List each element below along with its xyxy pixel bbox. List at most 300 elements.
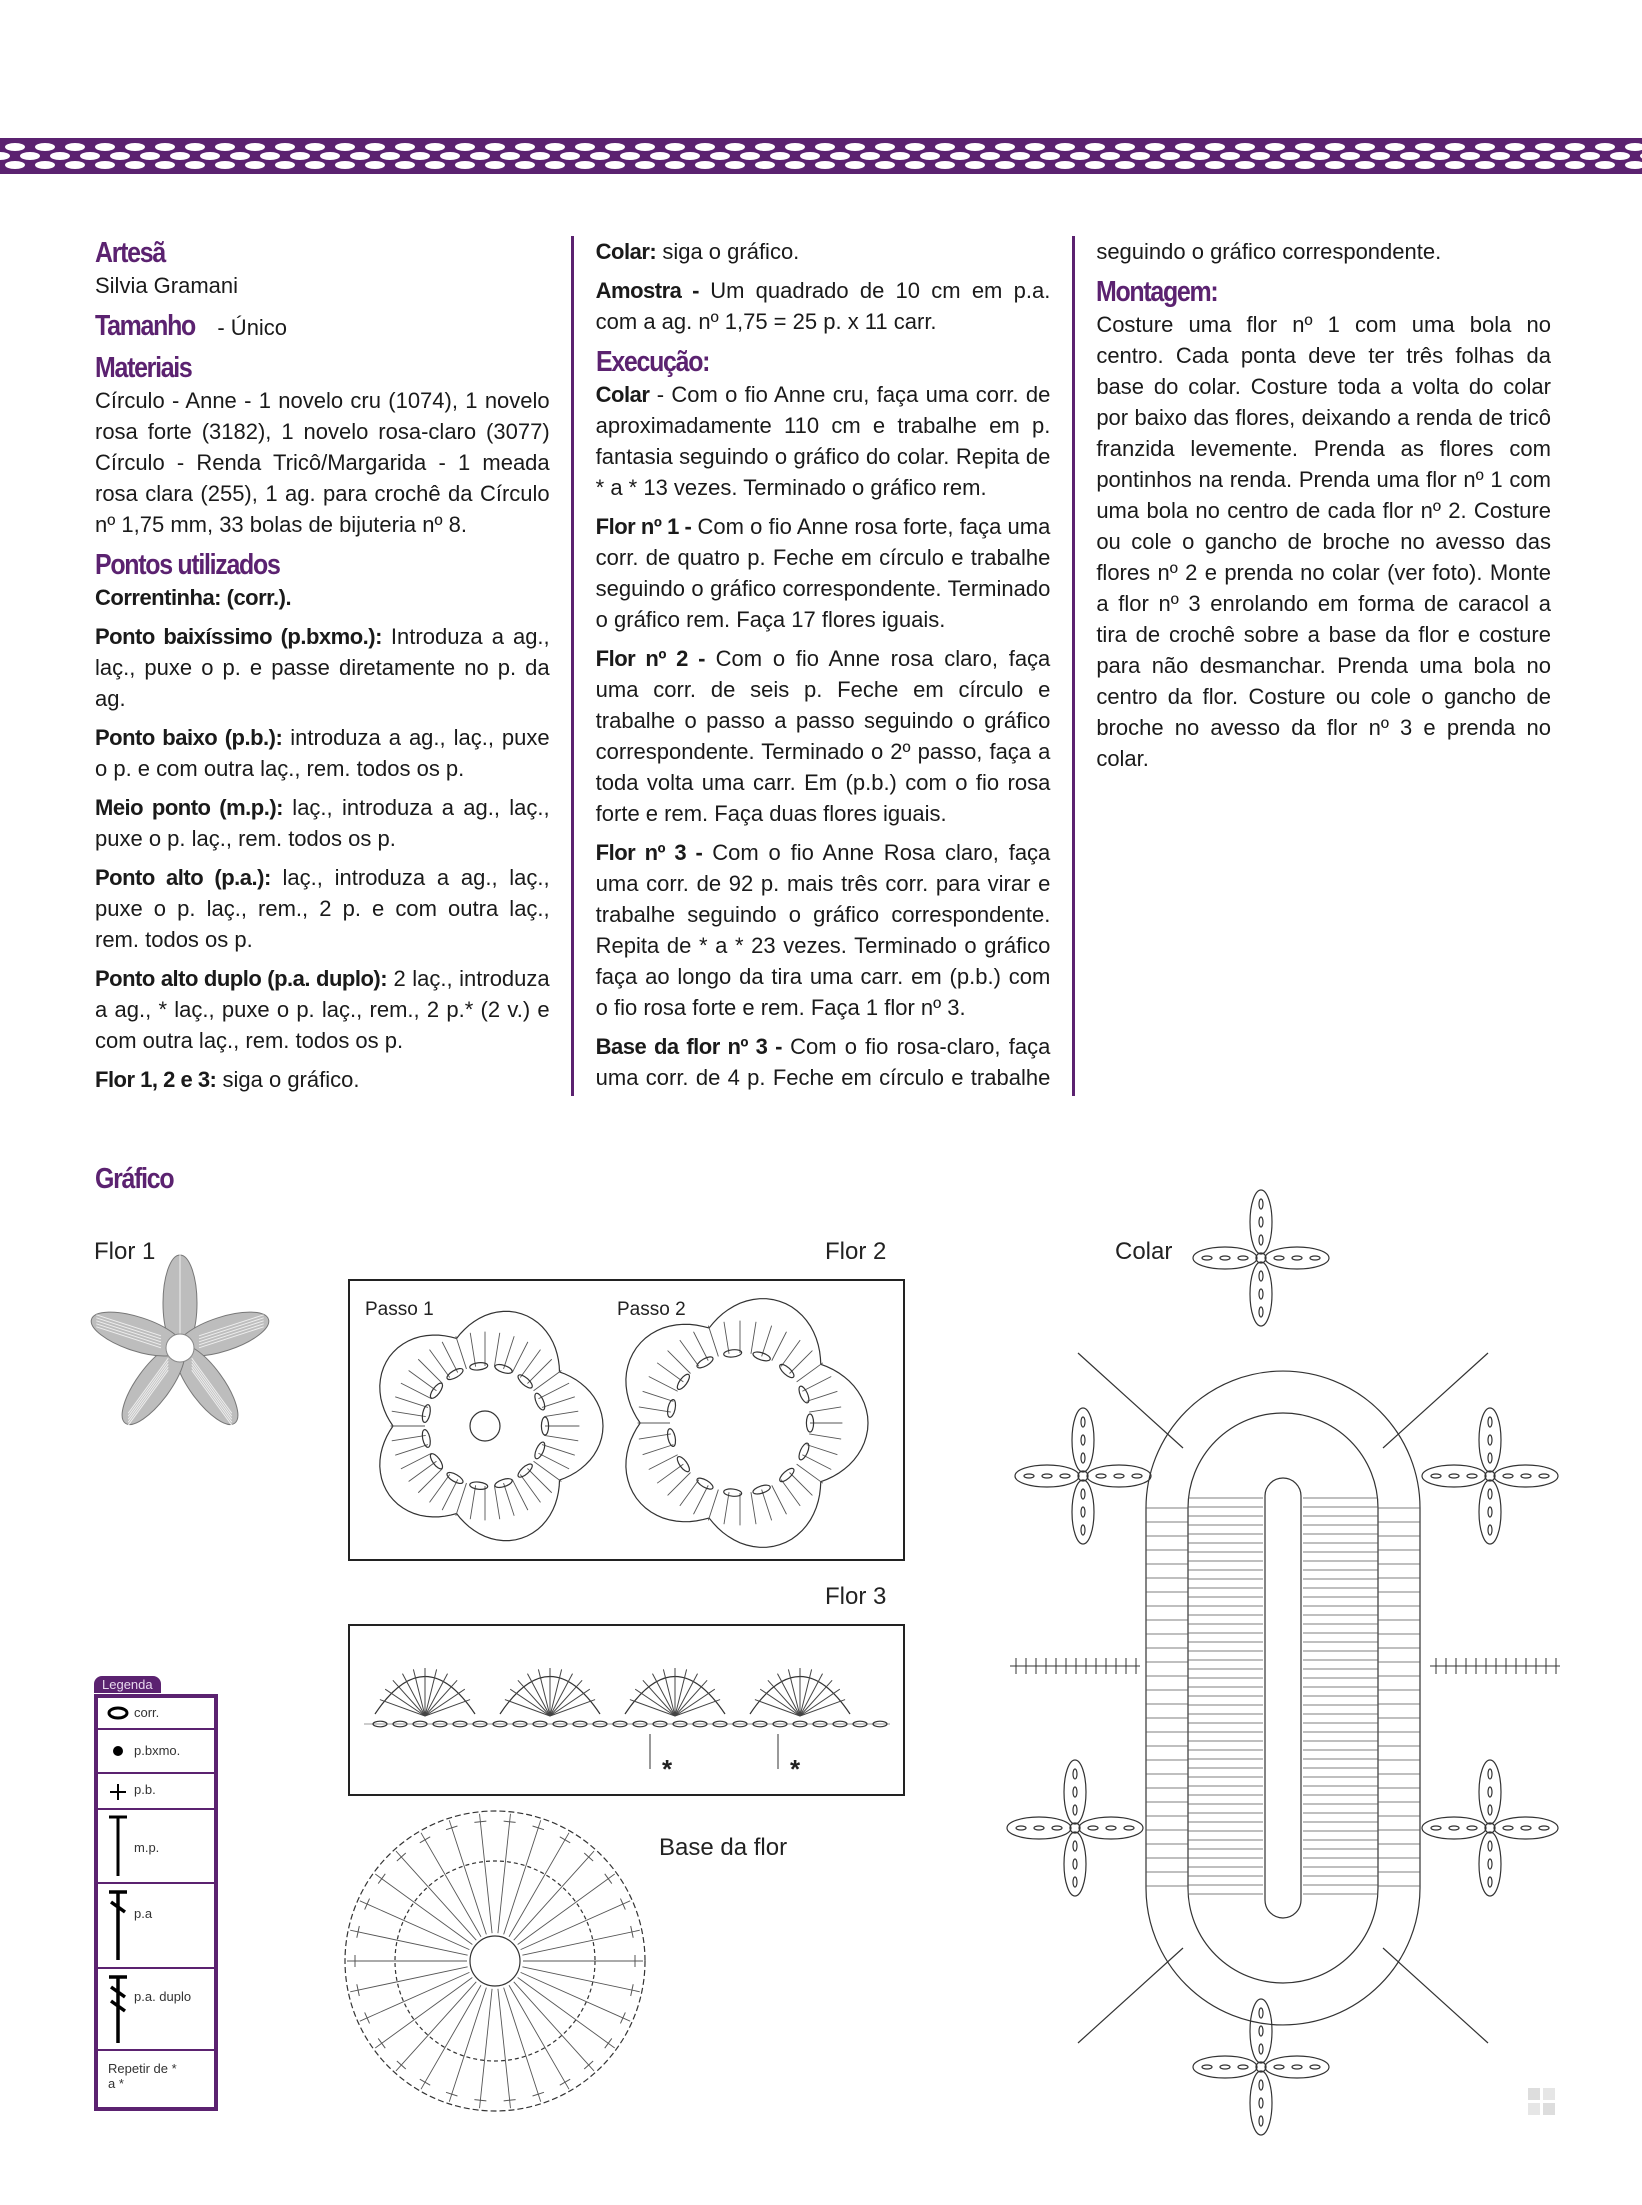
chain-stitch bbox=[1259, 1199, 1263, 1209]
chain-stitch bbox=[1081, 1417, 1085, 1427]
treble-crochet-icon bbox=[106, 1973, 130, 2045]
heading-execucao: Execução: bbox=[595, 346, 709, 378]
spoke-tick bbox=[378, 1874, 385, 1884]
chain-stitch bbox=[1292, 2065, 1302, 2069]
band-hole bbox=[545, 161, 565, 169]
band-hole bbox=[1145, 143, 1165, 151]
band-hole bbox=[575, 143, 595, 151]
band-hole bbox=[1055, 143, 1075, 151]
spoke bbox=[518, 1977, 615, 2048]
stitch-line bbox=[538, 1453, 569, 1469]
chain-stitch-icon bbox=[106, 1706, 130, 1720]
band-hole bbox=[710, 152, 730, 160]
band-hole bbox=[935, 143, 955, 151]
spoke-tick bbox=[620, 2012, 625, 2023]
band-hole bbox=[1310, 152, 1330, 160]
spoke-tick bbox=[365, 1899, 370, 1910]
colar-mid bbox=[1188, 1413, 1378, 1983]
chain-stitch bbox=[723, 1349, 742, 1358]
chain-stitch bbox=[1073, 1859, 1077, 1869]
band-hole bbox=[1070, 152, 1090, 160]
legend-row-pa-duplo: p.a. duplo bbox=[98, 1969, 214, 2051]
band-hole bbox=[1535, 143, 1555, 151]
band-hole bbox=[5, 161, 25, 169]
chain-stitch bbox=[1016, 1826, 1026, 1830]
stitch-line bbox=[781, 1480, 800, 1506]
chain-stitch bbox=[1073, 1877, 1077, 1887]
band-hole bbox=[665, 161, 685, 169]
spoke bbox=[375, 1977, 472, 2048]
stitch-line bbox=[639, 1407, 671, 1412]
chain-stitch bbox=[533, 1441, 547, 1460]
chain-stitch bbox=[1488, 1525, 1492, 1535]
flor1-label: Flor 1 bbox=[94, 1238, 156, 1265]
band-hole bbox=[950, 152, 970, 160]
band-hole bbox=[1520, 152, 1540, 160]
spoke-tick bbox=[378, 2038, 385, 2048]
band-hole bbox=[800, 152, 820, 160]
chain-stitch bbox=[1132, 1474, 1142, 1478]
chain-stitch bbox=[1274, 2065, 1284, 2069]
band-hole bbox=[515, 161, 535, 169]
chain-stitch bbox=[1488, 1489, 1492, 1499]
band-hole bbox=[50, 152, 70, 160]
legend-row-corr: corr. bbox=[98, 1698, 214, 1730]
band-hole bbox=[1325, 161, 1345, 169]
spoke bbox=[521, 1972, 631, 2021]
stitch-line bbox=[772, 1485, 787, 1514]
chain-stitch bbox=[778, 1362, 796, 1379]
single-crochet-icon bbox=[106, 1780, 130, 1804]
ponto-item: Ponto alto duplo (p.a. duplo): 2 laç., introduza a ag., * laç., puxe o p. laç., rem., 2 p.* (2 v.) e com outra laç., rem. todos os p. bbox=[95, 966, 550, 1053]
band-hole bbox=[500, 152, 520, 160]
stitch-line bbox=[797, 1363, 823, 1382]
flor3-label: Flor 3 bbox=[825, 1583, 887, 1610]
stitch-line bbox=[751, 1492, 756, 1524]
repeat-asterisk: * bbox=[662, 1754, 673, 1784]
band-hole bbox=[80, 152, 100, 160]
band-hole bbox=[455, 161, 475, 169]
spoke-tick bbox=[474, 1821, 486, 1822]
legend-row-pa: p.a bbox=[98, 1884, 214, 1969]
stitch-line bbox=[680, 1480, 699, 1506]
chain-stitch bbox=[1202, 2065, 1212, 2069]
chain-stitch bbox=[445, 1470, 464, 1485]
band-hole bbox=[1160, 152, 1180, 160]
chain-stitch bbox=[1114, 1474, 1124, 1478]
band-hole bbox=[785, 143, 805, 151]
spoke bbox=[480, 1989, 493, 2108]
chain-stitch bbox=[1431, 1826, 1441, 1830]
chain-stitch bbox=[1503, 1826, 1513, 1830]
chain-stitch bbox=[1042, 1474, 1052, 1478]
band-hole bbox=[365, 161, 385, 169]
chain-stitch bbox=[1539, 1826, 1549, 1830]
spoke bbox=[522, 1930, 639, 1955]
chain-stitch bbox=[1467, 1826, 1477, 1830]
band-hole bbox=[1415, 161, 1435, 169]
chain-stitch bbox=[1292, 1256, 1302, 1260]
stitch-line bbox=[708, 1490, 718, 1521]
band-hole bbox=[1565, 161, 1585, 169]
band-hole bbox=[95, 161, 115, 169]
band-hole bbox=[1235, 143, 1255, 151]
spoke bbox=[396, 1851, 476, 1940]
chain-stitch bbox=[533, 1392, 547, 1411]
band-hole bbox=[335, 143, 355, 151]
band-hole bbox=[1220, 152, 1240, 160]
band-hole bbox=[1115, 143, 1135, 151]
band-hole bbox=[890, 152, 910, 160]
band-hole bbox=[395, 161, 415, 169]
band-hole bbox=[215, 143, 235, 151]
chain-stitch bbox=[1488, 1435, 1492, 1445]
execucao-item: Flor nº 3 - Com o fio Anne Rosa claro, faça uma corr. de 92 p. mais três corr. para virar e trabalhe seguindo o gráfico correspondente. Repita de * a * 23 vezes. Terminado o gráfico faça ao longo da tira uma carr. em (p.b.) com o fio rosa forte e rem. Faça 1 flor nº 3. bbox=[595, 840, 1051, 1020]
chain-stitch bbox=[1467, 1474, 1477, 1478]
band-hole bbox=[605, 143, 625, 151]
stitch-line bbox=[538, 1383, 569, 1399]
ponto-item: Correntinha: (corr.). bbox=[95, 585, 292, 610]
band-hole bbox=[20, 152, 40, 160]
stitch-line bbox=[504, 1336, 515, 1369]
tamanho-value: - Único bbox=[211, 315, 288, 340]
chain-stitch bbox=[778, 1466, 796, 1483]
double-crochet-icon bbox=[106, 1888, 130, 1962]
chain-stitch bbox=[1259, 1271, 1263, 1281]
band-hole bbox=[545, 143, 565, 151]
band-hole bbox=[845, 143, 865, 151]
band-hole bbox=[1085, 143, 1105, 151]
spoke-tick bbox=[560, 1837, 570, 1843]
chain-stitch bbox=[469, 1362, 488, 1371]
band-hole bbox=[845, 161, 865, 169]
chain-stitch bbox=[1073, 1805, 1077, 1815]
chain-stitch bbox=[1081, 1507, 1085, 1517]
spoke-tick bbox=[504, 1821, 516, 1822]
chain-stitch bbox=[1488, 1453, 1492, 1463]
flor2-label: Flor 2 bbox=[825, 1238, 887, 1265]
legend-row-pb: p.b. bbox=[98, 1774, 214, 1810]
stitch-line bbox=[680, 1340, 699, 1366]
chain-stitch bbox=[428, 1452, 444, 1471]
band-hole bbox=[965, 161, 985, 169]
stitch-line bbox=[694, 1485, 709, 1514]
band-hole bbox=[1055, 161, 1075, 169]
chain-stitch bbox=[1259, 2008, 1263, 2018]
band-hole bbox=[155, 143, 175, 151]
stitch-line bbox=[395, 1445, 428, 1456]
band-hole bbox=[1190, 152, 1210, 160]
stitch-line bbox=[809, 1407, 841, 1412]
flor3-chart-box bbox=[348, 1624, 905, 1796]
band-hole bbox=[1205, 143, 1225, 151]
band-hole bbox=[1415, 143, 1435, 151]
half-double-crochet-icon bbox=[106, 1814, 130, 1878]
colar-outer bbox=[1146, 1371, 1420, 2025]
band-hole bbox=[620, 152, 640, 160]
page-corner-mark-icon bbox=[1528, 2088, 1558, 2118]
stitch-line bbox=[781, 1340, 800, 1366]
chain-stitch bbox=[1238, 2065, 1248, 2069]
band-hole bbox=[35, 161, 55, 169]
ring bbox=[470, 1411, 500, 1441]
chain-stitch bbox=[1449, 1474, 1459, 1478]
execucao-item: Base da flor nº 3 - Com o fio rosa-claro, faça uma corr. de 4 p. Feche em círculo e trabalhe seguindo o gráfico correspondente. bbox=[595, 239, 1442, 1090]
band-hole bbox=[770, 152, 790, 160]
spoke-tick bbox=[605, 2038, 612, 2048]
band-hole bbox=[65, 161, 85, 169]
band-hole bbox=[170, 152, 190, 160]
band-hole bbox=[560, 152, 580, 160]
band-hole bbox=[785, 161, 805, 169]
spoke bbox=[521, 1901, 631, 1950]
band-hole bbox=[1145, 161, 1165, 169]
chain-stitch bbox=[1034, 1826, 1044, 1830]
stitch-line bbox=[708, 1326, 718, 1357]
stitch-line bbox=[649, 1455, 678, 1470]
slip-stitch-icon bbox=[106, 1744, 130, 1758]
flor2-diagram bbox=[350, 1281, 903, 1559]
band-hole bbox=[1475, 143, 1495, 151]
chain-stitch bbox=[695, 1355, 714, 1370]
chain-stitch bbox=[1488, 1417, 1492, 1427]
chain-stitch bbox=[1259, 1307, 1263, 1317]
band-hole bbox=[305, 143, 325, 151]
spoke bbox=[522, 1967, 639, 1992]
colar-ray bbox=[1078, 1948, 1183, 2043]
center-ring bbox=[470, 1936, 520, 1986]
spoke bbox=[360, 1972, 470, 2021]
spoke bbox=[480, 1814, 493, 1933]
stitch-line bbox=[504, 1483, 515, 1516]
band-hole bbox=[1475, 161, 1495, 169]
stitch-line bbox=[401, 1453, 432, 1469]
spoke bbox=[350, 1967, 467, 1992]
band-hole bbox=[395, 143, 415, 151]
stitch-line bbox=[542, 1445, 575, 1456]
band-hole bbox=[635, 161, 655, 169]
stitch-line bbox=[456, 1483, 467, 1516]
artesa-name: Silvia Gramani bbox=[95, 273, 239, 298]
band-hole bbox=[1295, 161, 1315, 169]
band-hole bbox=[1280, 152, 1300, 160]
passo2-label: Passo 2 bbox=[617, 1299, 686, 1320]
chain-stitch bbox=[1081, 1525, 1085, 1535]
spoke bbox=[498, 1989, 511, 2108]
band-hole bbox=[530, 152, 550, 160]
stitch-line bbox=[544, 1435, 578, 1440]
chain-stitch bbox=[1539, 1474, 1549, 1478]
stitch-line bbox=[392, 1411, 426, 1416]
band-hole bbox=[1040, 152, 1060, 160]
band-hole bbox=[830, 152, 850, 160]
spoke-tick bbox=[504, 2100, 516, 2101]
stitch-line bbox=[668, 1351, 691, 1374]
band-hole bbox=[1205, 161, 1225, 169]
band-hole bbox=[1175, 143, 1195, 151]
band-hole bbox=[1595, 143, 1615, 151]
band-hole bbox=[110, 152, 130, 160]
chain-stitch bbox=[1106, 1826, 1116, 1830]
band-hole bbox=[1550, 152, 1570, 160]
stitch-line bbox=[442, 1479, 458, 1510]
spoke bbox=[360, 1901, 470, 1950]
band-hole bbox=[290, 152, 310, 160]
colar-center bbox=[1265, 1478, 1301, 1918]
band-hole bbox=[365, 143, 385, 151]
chain-stitch bbox=[1238, 1256, 1248, 1260]
chain-stitch bbox=[1449, 1826, 1459, 1830]
band-hole bbox=[260, 152, 280, 160]
chain-stitch bbox=[666, 1399, 677, 1418]
chain-stitch bbox=[1081, 1435, 1085, 1445]
stitch-line bbox=[772, 1332, 787, 1361]
band-hole bbox=[275, 161, 295, 169]
band-hole bbox=[875, 161, 895, 169]
band-hole bbox=[1325, 143, 1345, 151]
chain-stitch bbox=[1274, 1256, 1284, 1260]
band-hole bbox=[1580, 152, 1600, 160]
band-hole bbox=[665, 143, 685, 151]
flor1-diagram bbox=[88, 1268, 273, 1428]
spoke bbox=[449, 1820, 486, 1934]
chain-stitch bbox=[695, 1476, 714, 1491]
band-hole bbox=[1295, 143, 1315, 151]
chain-stitch bbox=[1310, 1256, 1320, 1260]
band-hole bbox=[635, 143, 655, 151]
band-hole bbox=[245, 161, 265, 169]
band-hole bbox=[905, 143, 925, 151]
spoke-tick bbox=[605, 1874, 612, 1884]
heading-tamanho: Tamanho bbox=[95, 310, 195, 342]
chain-stitch bbox=[516, 1373, 534, 1390]
chain-stitch bbox=[445, 1366, 464, 1381]
heading-grafico: Gráfico bbox=[95, 1163, 174, 1195]
stitch-line bbox=[802, 1455, 831, 1470]
band-hole bbox=[35, 143, 55, 151]
chain-stitch bbox=[494, 1477, 513, 1489]
stitch-line bbox=[751, 1322, 756, 1354]
chain-stitch bbox=[1073, 1841, 1077, 1851]
stitch-line bbox=[789, 1351, 812, 1374]
legend-row-pbxmo: p.bxmo. bbox=[98, 1730, 214, 1774]
band-hole bbox=[215, 161, 235, 169]
band-hole bbox=[5, 143, 25, 151]
chain-stitch bbox=[1521, 1474, 1531, 1478]
stitch-line bbox=[668, 1472, 691, 1495]
spoke bbox=[514, 1982, 594, 2071]
stitch-line bbox=[657, 1464, 683, 1483]
band-hole bbox=[380, 152, 400, 160]
chain-stitch bbox=[1202, 1256, 1212, 1260]
stitch-line bbox=[470, 1485, 475, 1519]
chain-stitch bbox=[516, 1462, 534, 1479]
band-hole bbox=[1355, 143, 1375, 151]
execucao-item: Flor nº 2 - Com o fio Anne rosa claro, faça uma corr. de seis p. Feche em círculo e trabalhe o passo a passo seguindo o gráfico correspondente. Terminado o 2º passo, faça a toda volta uma carr. Em (p.b.) com o fio rosa forte e rem. Faça duas flores iguais. bbox=[595, 646, 1051, 826]
band-hole bbox=[1610, 152, 1630, 160]
band-hole bbox=[725, 143, 745, 151]
band-hole bbox=[965, 143, 985, 151]
spoke-tick bbox=[560, 2079, 570, 2085]
stitch-line bbox=[694, 1332, 709, 1361]
chain-stitch bbox=[469, 1481, 488, 1490]
band-hole bbox=[485, 161, 505, 169]
spoke-tick bbox=[420, 2079, 430, 2085]
band-hole bbox=[140, 152, 160, 160]
band-hole bbox=[1130, 152, 1150, 160]
chain-stitch bbox=[1259, 1217, 1263, 1227]
chain-stitch bbox=[428, 1381, 444, 1400]
chain-stitch bbox=[1259, 1289, 1263, 1299]
spoke-tick bbox=[620, 1899, 625, 1910]
ponto-item: Ponto baixíssimo (p.bxmo.): Introduza a ag., laç., puxe o p. e passe diretamente no p. da ag. bbox=[95, 624, 550, 711]
band-hole bbox=[185, 143, 205, 151]
band-hole bbox=[605, 161, 625, 169]
stitch-line bbox=[512, 1479, 528, 1510]
band-hole bbox=[590, 152, 610, 160]
band-hole bbox=[860, 152, 880, 160]
chain-stitch bbox=[1081, 1453, 1085, 1463]
stitch-line bbox=[639, 1434, 671, 1439]
colar-label: Colar bbox=[1115, 1238, 1173, 1265]
band-hole bbox=[425, 161, 445, 169]
band-hole bbox=[1025, 161, 1045, 169]
stitch-line bbox=[395, 1397, 428, 1408]
spoke bbox=[449, 1988, 486, 2102]
stitch-line bbox=[762, 1326, 772, 1357]
montagem-text: Costure uma flor nº 1 com uma bola no centro. Cada ponta deve ter três folhas da base do colar. Costure toda a volta do colar por baixo das flores, deixando a renda de tricô franzida levemente. Prenda as flores com pontinhos na renda. Prenda uma flor nº 1 com uma bola no centro de cada flor nº 2. Costure ou cole o gancho de broche no avesso das flores nº 2 e prenda no colar (ver foto). Monte a flor nº 3 enrolando em forma de caracol a tira de crochê sobre a base da flor e costure para não desmanchar. Prenda uma bola no centro da flor. Costure ou cole o gancho de broche no avesso da flor nº 3 e prenda no colar. bbox=[1096, 312, 1551, 771]
band-hole bbox=[200, 152, 220, 160]
band-hole bbox=[1445, 161, 1465, 169]
ponto-item: Meio ponto (m.p.): laç., introduza a ag., laç., puxe o p. laç., rem. todos os p. bbox=[95, 795, 550, 851]
repeat-asterisk: * bbox=[790, 1754, 801, 1784]
colar-ray bbox=[1383, 1948, 1488, 2043]
stitch-line bbox=[724, 1322, 729, 1354]
chain-stitch bbox=[494, 1363, 513, 1375]
band-hole bbox=[920, 152, 940, 160]
band-hole bbox=[650, 152, 670, 160]
band-hole bbox=[575, 161, 595, 169]
band-hole bbox=[815, 161, 835, 169]
base-da-flor-label: Base da flor bbox=[659, 1834, 788, 1861]
spoke-tick bbox=[474, 2100, 486, 2101]
band-hole bbox=[1175, 161, 1195, 169]
stitch-line bbox=[470, 1333, 475, 1367]
chain-stitch bbox=[1310, 2065, 1320, 2069]
band-hole bbox=[1265, 143, 1285, 151]
chain-stitch bbox=[1488, 1769, 1492, 1779]
colar-ray bbox=[1383, 1353, 1488, 1448]
band-hole bbox=[65, 143, 85, 151]
band-hole bbox=[305, 161, 325, 169]
band-hole bbox=[1460, 152, 1480, 160]
band-hole bbox=[275, 143, 295, 151]
band-hole bbox=[1505, 161, 1525, 169]
band-hole bbox=[1355, 161, 1375, 169]
band-hole bbox=[815, 143, 835, 151]
band-hole bbox=[155, 161, 175, 169]
chain-stitch bbox=[1088, 1826, 1098, 1830]
stitch-line bbox=[809, 1434, 841, 1439]
chain-stitch bbox=[1259, 2080, 1263, 2090]
stitch-line bbox=[802, 1377, 831, 1392]
ponto-item: Flor 1, 2 e 3: siga o gráfico. bbox=[95, 1067, 360, 1092]
stitch-line bbox=[643, 1445, 674, 1455]
flor2-chart-box bbox=[348, 1279, 905, 1561]
band-hole bbox=[1010, 152, 1030, 160]
heading-artesa: Artesã bbox=[95, 237, 165, 269]
band-hole bbox=[95, 143, 115, 151]
